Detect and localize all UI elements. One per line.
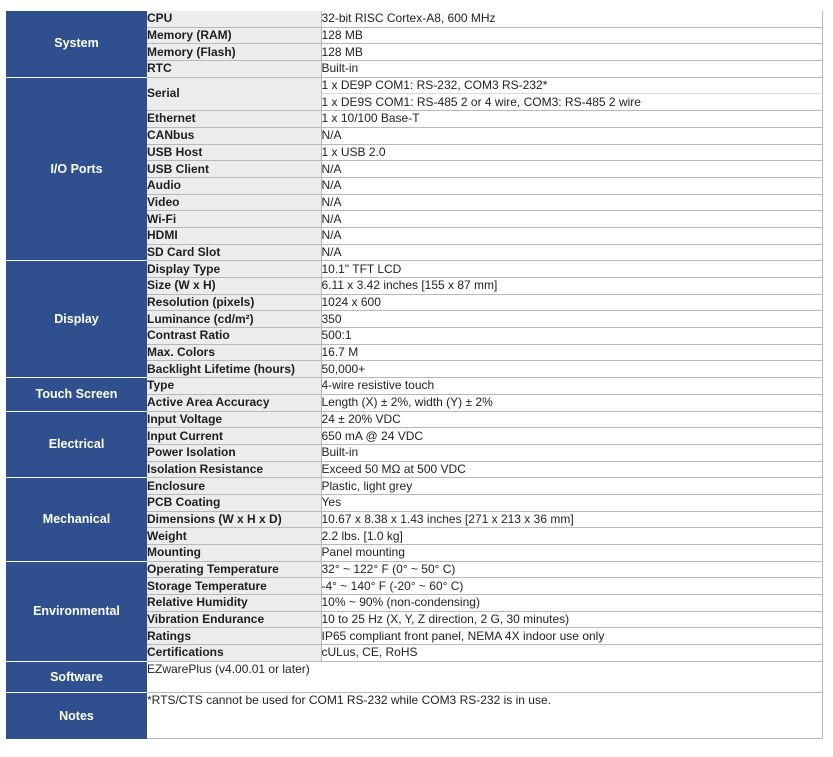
spec-label: Audio xyxy=(147,177,321,194)
spec-value: 50,000+ xyxy=(321,361,822,378)
spec-value: IP65 compliant front panel, NEMA 4X indoor use only xyxy=(321,628,822,645)
spec-label: USB Client xyxy=(147,161,321,178)
spec-value: 10 to 25 Hz (X, Y, Z direction, 2 G, 30 minutes) xyxy=(321,611,822,628)
spec-label: Power Isolation xyxy=(147,444,321,461)
category-system: System xyxy=(6,11,147,77)
spec-value: 6.11 x 3.42 inches [155 x 87 mm] xyxy=(321,278,822,295)
spec-value: Built-in xyxy=(321,61,822,78)
spec-row xyxy=(6,11,822,27)
category-mechanical: Mechanical xyxy=(6,478,147,561)
spec-value: 16.7 M xyxy=(321,344,822,361)
spec-row xyxy=(6,261,822,278)
spec-label: RTC xyxy=(147,61,321,78)
spec-value: 128 MB xyxy=(321,44,822,61)
spec-value: -4° ~ 140° F (-20° ~ 60° C) xyxy=(321,578,822,595)
spec-label: Memory (RAM) xyxy=(147,27,321,44)
spec-row xyxy=(6,378,822,395)
spec-value: N/A xyxy=(321,244,822,261)
spec-value: N/A xyxy=(321,161,822,178)
spec-label: Enclosure xyxy=(147,478,321,495)
spec-label: Max. Colors xyxy=(147,344,321,361)
spec-row xyxy=(6,478,822,495)
spec-value: N/A xyxy=(321,177,822,194)
spec-value: N/A xyxy=(321,227,822,244)
spec-label: Wi-Fi xyxy=(147,211,321,228)
spec-value: 1 x DE9P COM1: RS-232, COM3 RS-232* xyxy=(321,77,822,94)
spec-value: 10.1" TFT LCD xyxy=(321,261,822,278)
spec-label: Weight xyxy=(147,528,321,545)
spec-label: Operating Temperature xyxy=(147,561,321,578)
spec-label: Size (W x H) xyxy=(147,278,321,295)
spec-label: Relative Humidity xyxy=(147,595,321,612)
spec-value: Length (X) ± 2%, width (Y) ± 2% xyxy=(321,394,822,411)
spec-label: Luminance (cd/m²) xyxy=(147,311,321,328)
spec-label: Vibration Endurance xyxy=(147,611,321,628)
spec-value: Yes xyxy=(321,494,822,511)
spec-label: Active Area Accuracy xyxy=(147,394,321,411)
spec-label: Input Voltage xyxy=(147,411,321,428)
spec-label: SD Card Slot xyxy=(147,244,321,261)
spec-label: Contrast Ratio xyxy=(147,328,321,345)
spec-label: HDMI xyxy=(147,227,321,244)
spec-row xyxy=(6,411,822,428)
spec-value: 128 MB xyxy=(321,27,822,44)
spec-label: Type xyxy=(147,378,321,395)
spec-label: Input Current xyxy=(147,428,321,445)
spec-label: USB Host xyxy=(147,144,321,161)
spec-value: 2.2 lbs. [1.0 kg] xyxy=(321,528,822,545)
category-environmental: Environmental xyxy=(6,561,147,661)
spec-value: 350 xyxy=(321,311,822,328)
spec-row xyxy=(6,77,822,94)
spec-value: 32° ~ 122° F (0° ~ 50° C) xyxy=(321,561,822,578)
category-io-ports: I/O Ports xyxy=(6,77,147,261)
spec-label: Video xyxy=(147,194,321,211)
spec-value: 24 ± 20% VDC xyxy=(321,411,822,428)
category-notes: Notes xyxy=(6,692,147,739)
spec-value: Plastic, light grey xyxy=(321,478,822,495)
spec-value: 10% ~ 90% (non-condensing) xyxy=(321,595,822,612)
spec-value: 1 x 10/100 Base-T xyxy=(321,111,822,128)
spec-table-container xyxy=(6,11,822,739)
spec-label: Storage Temperature xyxy=(147,578,321,595)
spec-value: Built-in xyxy=(321,444,822,461)
spec-table xyxy=(6,11,823,739)
spec-label: Mounting xyxy=(147,545,321,562)
spec-label: Memory (Flash) xyxy=(147,44,321,61)
spec-value: 1024 x 600 xyxy=(321,294,822,311)
spec-value: N/A xyxy=(321,211,822,228)
spec-value: cULus, CE, RoHS xyxy=(321,645,822,662)
spec-label: Serial xyxy=(147,77,321,110)
spec-label: Ratings xyxy=(147,628,321,645)
spec-value: 1 x USB 2.0 xyxy=(321,144,822,161)
spec-label: Dimensions (W x H x D) xyxy=(147,511,321,528)
spec-row xyxy=(6,661,822,692)
spec-label: Backlight Lifetime (hours) xyxy=(147,361,321,378)
spec-label: CANbus xyxy=(147,127,321,144)
spec-value: Exceed 50 MΩ at 500 VDC xyxy=(321,461,822,478)
spec-label: Resolution (pixels) xyxy=(147,294,321,311)
spec-label: CPU xyxy=(147,11,321,27)
spec-label: Display Type xyxy=(147,261,321,278)
category-software: Software xyxy=(6,661,147,692)
software-value: EZwarePlus (v4.00.01 or later) xyxy=(147,661,822,692)
spec-value: 650 mA @ 24 VDC xyxy=(321,428,822,445)
spec-value: 10.67 x 8.38 x 1.43 inches [271 x 213 x 36 mm] xyxy=(321,511,822,528)
spec-label: Ethernet xyxy=(147,111,321,128)
spec-label: Certifications xyxy=(147,645,321,662)
spec-value: N/A xyxy=(321,127,822,144)
spec-value: 32-bit RISC Cortex-A8, 600 MHz xyxy=(321,11,822,27)
spec-value: 4-wire resistive touch xyxy=(321,378,822,395)
spec-value: 1 x DE9S COM1: RS-485 2 or 4 wire, COM3: RS-485 2 wire xyxy=(321,94,822,111)
notes-value: *RTS/CTS cannot be used for COM1 RS-232 while COM3 RS-232 is in use. xyxy=(147,692,822,739)
spec-label: Isolation Resistance xyxy=(147,461,321,478)
spec-value: 500:1 xyxy=(321,328,822,345)
spec-value: Panel mounting xyxy=(321,545,822,562)
category-electrical: Electrical xyxy=(6,411,147,478)
spec-value: N/A xyxy=(321,194,822,211)
category-touch-screen: Touch Screen xyxy=(6,378,147,411)
spec-row xyxy=(6,692,822,739)
spec-row xyxy=(6,561,822,578)
spec-label: PCB Coating xyxy=(147,494,321,511)
category-display: Display xyxy=(6,261,147,378)
